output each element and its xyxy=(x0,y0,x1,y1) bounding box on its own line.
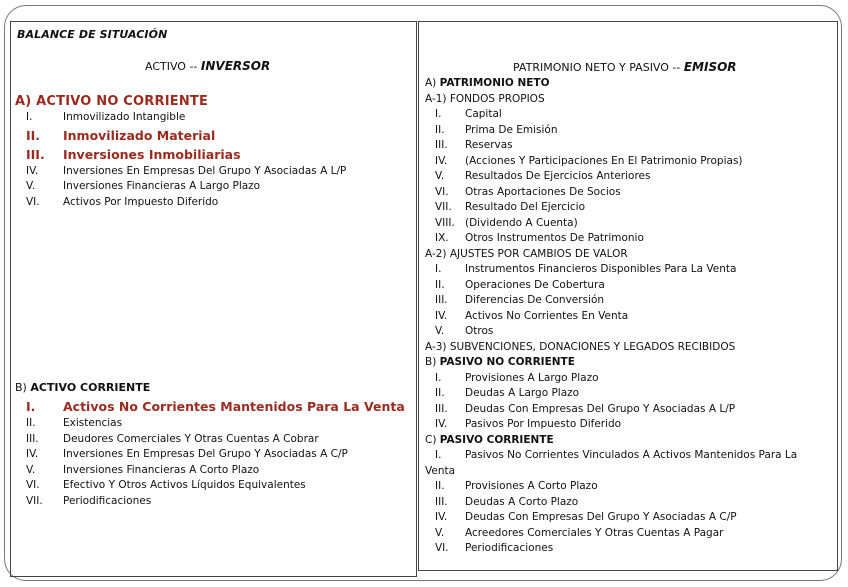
item-number: IV. xyxy=(26,448,39,460)
item-number: IV. xyxy=(26,164,39,177)
item-text: Deudas Con Empresas Del Grupo Y Asociadas A C/P xyxy=(465,511,737,523)
item-number: I. xyxy=(26,111,33,123)
item-text: Activos No Corrientes Mantenidos Para La Venta xyxy=(63,399,405,414)
item-text: Otros xyxy=(465,325,494,337)
item-text: Reservas xyxy=(465,139,513,151)
item-number: II. xyxy=(435,278,445,291)
item-number: II. xyxy=(26,127,41,143)
item-text: Inversiones Inmobiliarias xyxy=(63,146,241,162)
patrimonio-neto-label: PATRIMONIO NETO xyxy=(439,77,550,89)
item-number: III. xyxy=(435,139,448,151)
item-text: Operaciones De Cobertura xyxy=(465,278,605,291)
item-text: (Acciones Y Participaciones En El Patrimonio Propias) xyxy=(465,154,743,167)
item-text: Resultado Del Ejercicio xyxy=(465,201,586,213)
document-title: BALANCE DE SITUACIÓN xyxy=(17,28,168,41)
ajustes-heading: A-2) AJUSTES POR CAMBIOS DE VALOR xyxy=(425,247,628,260)
item-number: VI. xyxy=(435,185,449,198)
item-text: Existencias xyxy=(63,417,123,429)
item-text: Instrumentos Financieros Disponibles Para La Venta xyxy=(465,263,737,275)
pasivo-corriente-item-1-continuation: Venta xyxy=(425,464,456,477)
item-number: III. xyxy=(26,432,39,445)
item-text: Inmovilizado Intangible xyxy=(63,111,186,123)
activo-no-corriente-heading: A) ACTIVO NO CORRIENTE xyxy=(15,94,209,109)
item-text: Activos Por Impuesto Diferido xyxy=(63,195,219,208)
fondos-propios-heading: A-1) FONDOS PROPIOS xyxy=(425,92,545,105)
activo-header xyxy=(145,59,270,73)
item-text: Resultados De Ejercicios Anteriores xyxy=(465,170,651,182)
patrimonio-header-prefix: PATRIMONIO NETO Y PASIVO -- xyxy=(513,61,684,74)
activo-panel xyxy=(10,21,417,577)
item-text: Activos No Corrientes En Venta xyxy=(465,309,629,322)
item-text: Pasivos No Corrientes Vinculados A Activos Mantenidos Para La xyxy=(465,449,798,461)
activo-corriente-prefix: B) xyxy=(15,381,31,394)
item-text: Periodificaciones xyxy=(63,494,152,507)
item-number: IX. xyxy=(435,232,449,244)
item-number: I. xyxy=(26,399,36,414)
item-number: V. xyxy=(26,180,36,192)
item-number: II. xyxy=(26,417,36,429)
item-text: Deudas A Corto Plazo xyxy=(465,495,579,508)
item-number: IV. xyxy=(435,418,448,430)
item-number: IV. xyxy=(435,511,448,523)
item-text: Inversiones En Empresas Del Grupo Y Asociadas A C/P xyxy=(63,448,348,460)
patrimonio-header-role: EMISOR xyxy=(683,60,737,74)
activo-corriente-label: ACTIVO CORRIENTE xyxy=(30,381,151,394)
item-text: Inmovilizado Material xyxy=(63,127,216,143)
pasivo-no-corriente-heading xyxy=(425,355,575,371)
item-number: III. xyxy=(435,402,448,415)
item-number: II. xyxy=(435,480,445,492)
item-number: III. xyxy=(435,495,448,508)
activo-header-role: INVERSOR xyxy=(200,59,271,73)
patrimonio-header xyxy=(513,60,737,74)
item-text: Otros Instrumentos De Patrimonio xyxy=(465,232,644,244)
patrimonio-pasivo-panel xyxy=(418,21,838,571)
item-text: Efectivo Y Otros Activos Líquidos Equivalentes xyxy=(63,479,306,491)
item-number: III. xyxy=(435,294,448,306)
item-number: VI. xyxy=(435,542,449,554)
item-number: I. xyxy=(435,371,442,384)
item-number: VI. xyxy=(26,195,40,208)
item-number: V. xyxy=(26,463,36,476)
item-number: V. xyxy=(435,526,445,539)
item-number: IV. xyxy=(435,309,448,322)
item-text: Deudores Comerciales Y Otras Cuentas A Cobrar xyxy=(63,432,319,445)
pasivo-no-corriente-label: PASIVO NO CORRIENTE xyxy=(439,356,575,368)
item-number: VI. xyxy=(26,479,40,491)
item-number: I. xyxy=(435,108,442,120)
item-text: Acreedores Comerciales Y Otras Cuentas A Pagar xyxy=(465,526,724,539)
item-text: Provisiones A Largo Plazo xyxy=(465,371,599,384)
item-number: II. xyxy=(435,387,445,399)
item-number: II. xyxy=(435,123,445,136)
patrimonio-neto-heading xyxy=(425,76,550,92)
item-text: Capital xyxy=(465,108,502,120)
item-text: Inversiones En Empresas Del Grupo Y Asociadas A L/P xyxy=(63,164,347,177)
pasivo-corriente-label: PASIVO CORRIENTE xyxy=(439,433,554,446)
item-number: I. xyxy=(435,263,442,275)
item-text: Diferencias De Conversión xyxy=(465,294,605,306)
item-number: V. xyxy=(435,325,445,337)
item-number: VII. xyxy=(26,494,43,507)
subvenciones-heading: A-3) SUBVENCIONES, DONACIONES Y LEGADOS RECIBIDOS xyxy=(425,340,736,353)
item-text: Prima De Emisión xyxy=(465,123,558,136)
item-text: Deudas A Largo Plazo xyxy=(465,387,580,399)
pasivo-corriente-prefix: C) xyxy=(425,433,440,446)
pasivo-corriente-heading xyxy=(425,433,554,449)
item-text: Otras Aportaciones De Socios xyxy=(465,185,621,198)
item-text: Periodificaciones xyxy=(465,542,554,554)
item-number: VIII. xyxy=(435,216,455,229)
item-text: Deudas Con Empresas Del Grupo Y Asociadas A L/P xyxy=(465,402,736,415)
item-text: Pasivos Por Impuesto Diferido xyxy=(465,418,622,430)
item-text: Provisiones A Corto Plazo xyxy=(465,480,598,492)
activo-header-prefix: ACTIVO -- xyxy=(145,60,201,73)
item-text: (Dividendo A Cuenta) xyxy=(465,216,578,229)
item-number: V. xyxy=(435,170,445,182)
item-text: Inversiones Financieras A Corto Plazo xyxy=(63,463,260,476)
item-number: VII. xyxy=(435,201,452,213)
pasivo-no-corriente-prefix: B) xyxy=(425,356,440,368)
activo-corriente-heading xyxy=(15,381,150,394)
item-number: III. xyxy=(26,146,45,162)
item-number: IV. xyxy=(435,154,448,167)
patrimonio-neto-prefix: A) xyxy=(425,77,440,89)
item-text: Inversiones Financieras A Largo Plazo xyxy=(63,180,261,192)
item-number: I. xyxy=(435,449,442,461)
